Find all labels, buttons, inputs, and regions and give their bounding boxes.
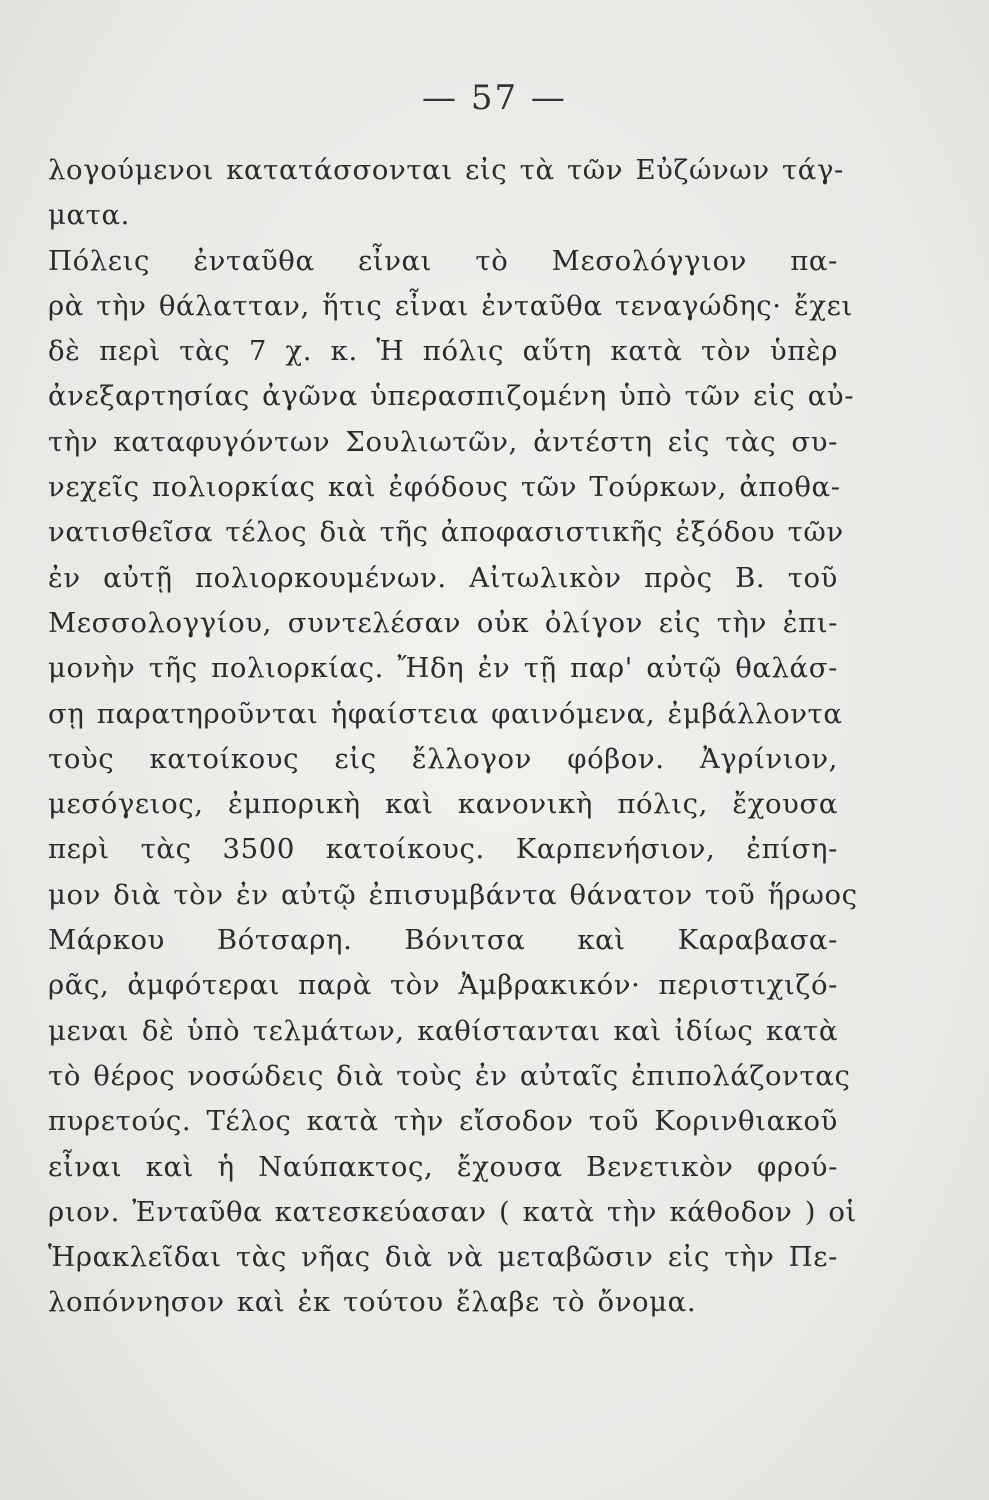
text-line: ἐν αὐτῇ πολιορκουμένων. Αἰτωλικὸν πρὸς Β. τοῦ <box>48 561 838 594</box>
text-line: Μεσσολογγίου, συντελέσαν οὐκ ὀλίγον εἰς τὴν ἐπι- <box>48 606 838 639</box>
text-line: Πόλεις ἐνταῦθα εἶναι τὸ Μεσολόγγιον πα- <box>48 244 838 277</box>
text-line: τὴν καταφυγόντων Σουλιωτῶν, ἀντέστη εἰς τὰς συ- <box>48 425 838 458</box>
text-line: ρὰ τὴν θάλατταν, ἥτις εἶναι ἐνταῦθα τεναγώδης· ἔχει <box>48 289 853 322</box>
text-line: εἶναι καὶ ἡ Ναύπακτος, ἔχουσα Βενετικὸν φρού- <box>48 1150 838 1183</box>
text-line: ριον. Ἐνταῦθα κατεσκεύασαν ( κατὰ τὴν κάθοδον ) οἱ <box>48 1195 857 1228</box>
text-line: Ἡρακλεῖδαι τὰς νῆας διὰ νὰ μεταβῶσιν εἰς τὴν Πε- <box>48 1241 838 1274</box>
text-line: μεσόγειος, ἐμπορικὴ καὶ κανονικὴ πόλις, ἔχουσα <box>48 788 838 821</box>
text-line: τοὺς κατοίκους εἰς ἔλλογον φόβον. Ἀγρίνιον, <box>48 742 838 775</box>
text-line: δὲ περὶ τὰς 7 χ. κ. Ἡ πόλις αὕτη κατὰ τὸν ὑπὲρ <box>48 335 838 368</box>
text-line: μονὴν τῆς πολιορκίας. Ἤδη ἐν τῇ παρ' αὐτῷ θαλάσ- <box>48 652 838 685</box>
text-line: πυρετούς. Τέλος κατὰ τὴν εἴσοδον τοῦ Κορινθιακοῦ <box>48 1105 838 1138</box>
text-line: μον διὰ τὸν ἐν αὐτῷ ἐπισυμβάντα θάνατον τοῦ ἥρωος <box>48 878 858 911</box>
text-line: τὸ θέρος νοσώδεις διὰ τοὺς ἐν αὐταῖς ἐπιπολάζοντας <box>48 1059 851 1092</box>
text-line: σῃ παρατηροῦνται ἡφαίστεια φαινόμενα, ἐμβάλλοντα <box>48 697 843 730</box>
text-line: ρᾶς, ἀμφότεραι παρὰ τὸν Ἀμβρακικόν· περιστιχιζό- <box>48 969 838 1002</box>
text-line: Μάρκου Βότσαρη. Βόνιτσα καὶ Καραβασα- <box>48 924 838 957</box>
page-number: — 57 — <box>422 78 567 118</box>
text-line: λοπόννησον καὶ ἐκ τούτου ἔλαβε τὸ ὄνομα. <box>48 1286 697 1319</box>
text-line: νατισθεῖσα τέλος διὰ τῆς ἀποφασιστικῆς ἐξόδου τῶν <box>48 516 844 549</box>
text-line: μεναι δὲ ὑπὸ τελμάτων, καθίστανται καὶ ἰδίως κατὰ <box>48 1014 838 1047</box>
text-line: νεχεῖς πολιορκίας καὶ ἐφόδους τῶν Τούρκων, ἀποθα- <box>48 471 841 504</box>
text-line: ματα. <box>48 199 130 232</box>
text-line: ἀνεξαρτησίας ἀγῶνα ὑπερασπιζομένη ὑπὸ τῶν εἰς αὐ- <box>48 380 855 413</box>
text-line: περὶ τὰς 3500 κατοίκους. Καρπενήσιον, ἐπίση- <box>48 833 838 866</box>
body-text <box>48 148 858 1326</box>
text-line: λογούμενοι κατατάσσονται εἰς τὰ τῶν Εὐζώνων τάγ- <box>48 154 844 186</box>
